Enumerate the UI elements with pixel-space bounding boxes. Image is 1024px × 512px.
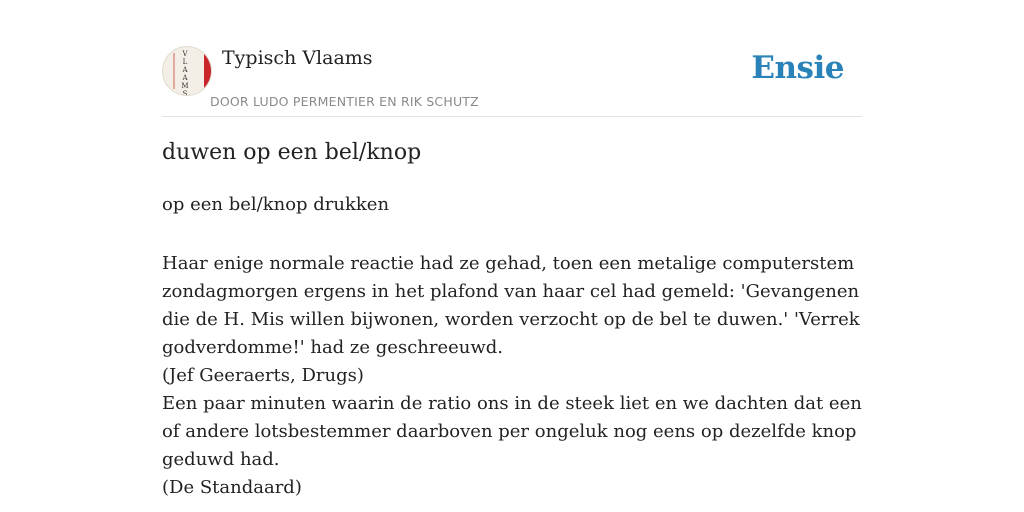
byline: DOOR LUDO PERMENTIER EN RIK SCHUTZ	[210, 94, 479, 109]
brand-logo[interactable]: Ensie	[751, 50, 844, 86]
example-quote: Haar enige normale reactie had ze gehad, toen een metalige computerstem zondagmorgen ergens in het plafond van haar cel had gemeld: 'Gevangenen die de H. Mis willen bijwonen, worden verzocht op de bel te duwen.' 'Verrek godverdomme!' had ze geschreeuwd.	[162, 253, 860, 358]
example-quote: Een paar minuten waarin de ratio ons in de steek liet en we dachten dat een of andere lotsbestemmer daarboven per ongeluk nog eens op dezelfde knop geduwd had.	[162, 393, 862, 470]
example-source: (Jef Geeraerts, Drugs)	[162, 365, 364, 386]
logo-stripe	[173, 53, 175, 89]
logo-band	[204, 47, 211, 95]
book-title[interactable]: Typisch Vlaams	[222, 47, 373, 69]
book-cover-icon[interactable]	[162, 46, 212, 96]
entry-title: duwen op een bel/knop	[162, 140, 422, 165]
header	[162, 44, 862, 117]
examples	[162, 250, 867, 502]
entry-definition: op een bel/knop drukken	[162, 194, 390, 215]
logo-letters: V L A A M S	[181, 50, 189, 96]
example-source: (De Standaard)	[162, 477, 302, 498]
